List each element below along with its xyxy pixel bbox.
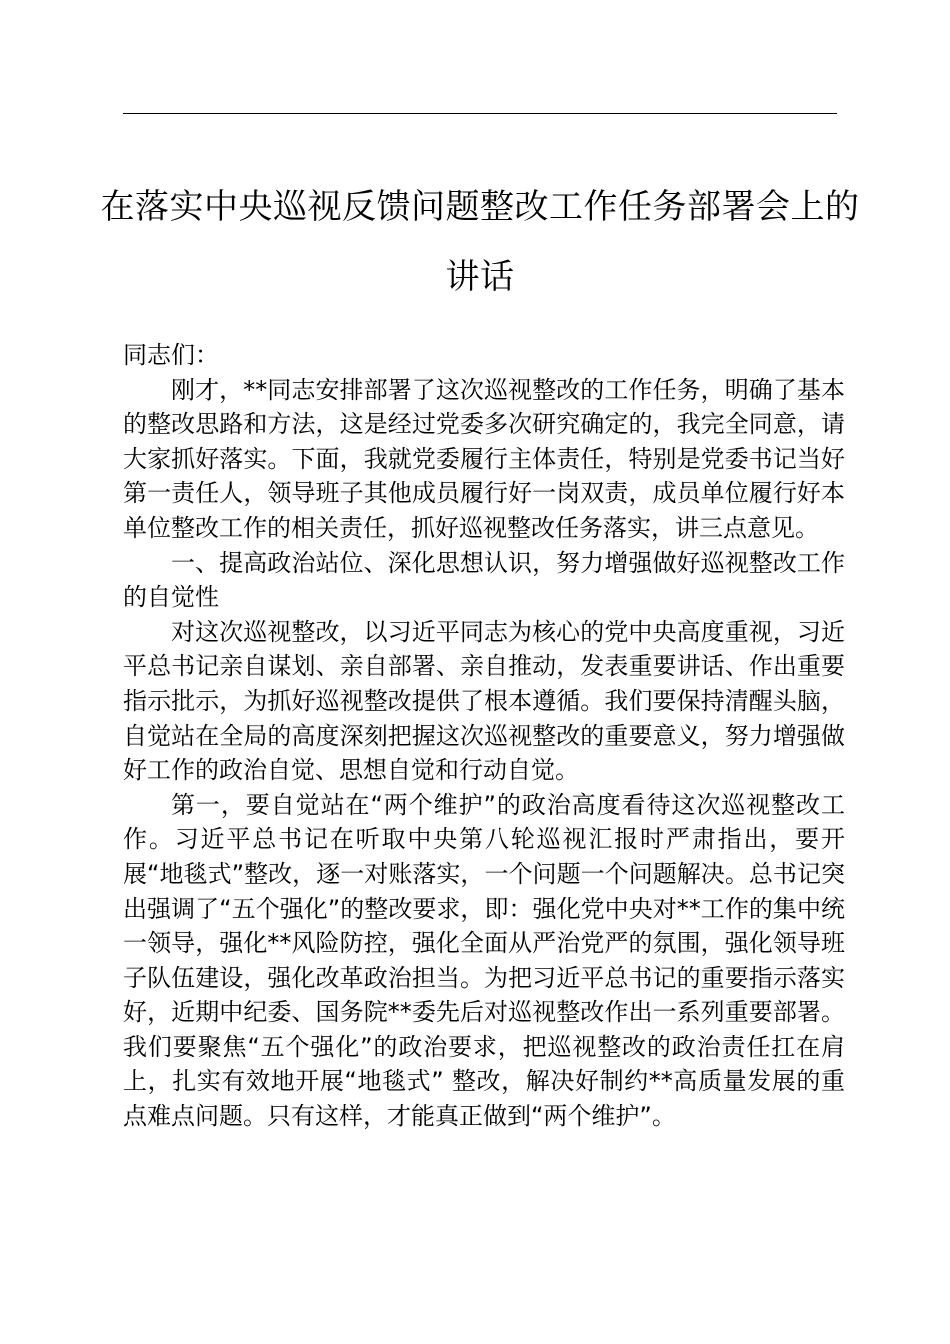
- paragraph-section-1-intro: 对这次巡视整改，以习近平同志为核心的党中央高度重视，习近平总书记亲自谋划、亲自部署、亲自推动，发表重要讲话、作出重要指示批示，为抓好巡视整改提供了根本遵循。我们要保持清醒头脑，自觉站在全局的高度深刻把握这次巡视整改的重要意义，努力增强做好工作的政治自觉、思想自觉和行动自觉。: [123, 617, 845, 785]
- document-body: [123, 338, 845, 1134]
- document-title: 在落实中央巡视反馈问题整改工作任务部署会上的讲话: [100, 187, 860, 297]
- section-heading-1: 一、提高政治站位、深化思想认识，努力增强做好巡视整改工作的自觉性: [123, 548, 845, 612]
- paragraph-point-1: 第一，要自觉站在“两个维护”的政治高度看待这次巡视整改工作。习近平总书记在听取中央第八轮巡视汇报时严肃指出，要开展“地毯式”整改，逐一对账落实，一个问题一个问题解决。总书记突出强调了“五个强化”的整改要求，即：强化党中央对**工作的集中统一领导，强化**风险防控，强化全面从严治党严的氛围，强化领导班子队伍建设，强化改革政治担当。为把习近平总书记的重要指示落实好，近期中纪委、国务院**委先后对巡视整改作出一系列重要部署。我们要聚焦“五个强化”的政治要求，把巡视整改的政治责任扛在肩上，扎实有效地开展“地毯式” 整改，解决好制约**高质量发展的重点难点问题。只有这样，才能真正做到“两个维护”。: [123, 790, 845, 1131]
- paragraph-opening: 刚才，**同志安排部署了这次巡视整改的工作任务，明确了基本的整改思路和方法，这是经过党委多次研究确定的，我完全同意，请大家抓好落实。下面，我就党委履行主体责任，特别是党委书记当好第一责任人，领导班子其他成员履行好一岗双责，成员单位履行好本单位整改工作的相关责任，抓好巡视整改任务落实，讲三点意见。: [123, 375, 845, 542]
- salutation: 同志们：: [123, 341, 219, 369]
- header-rule: [123, 113, 837, 114]
